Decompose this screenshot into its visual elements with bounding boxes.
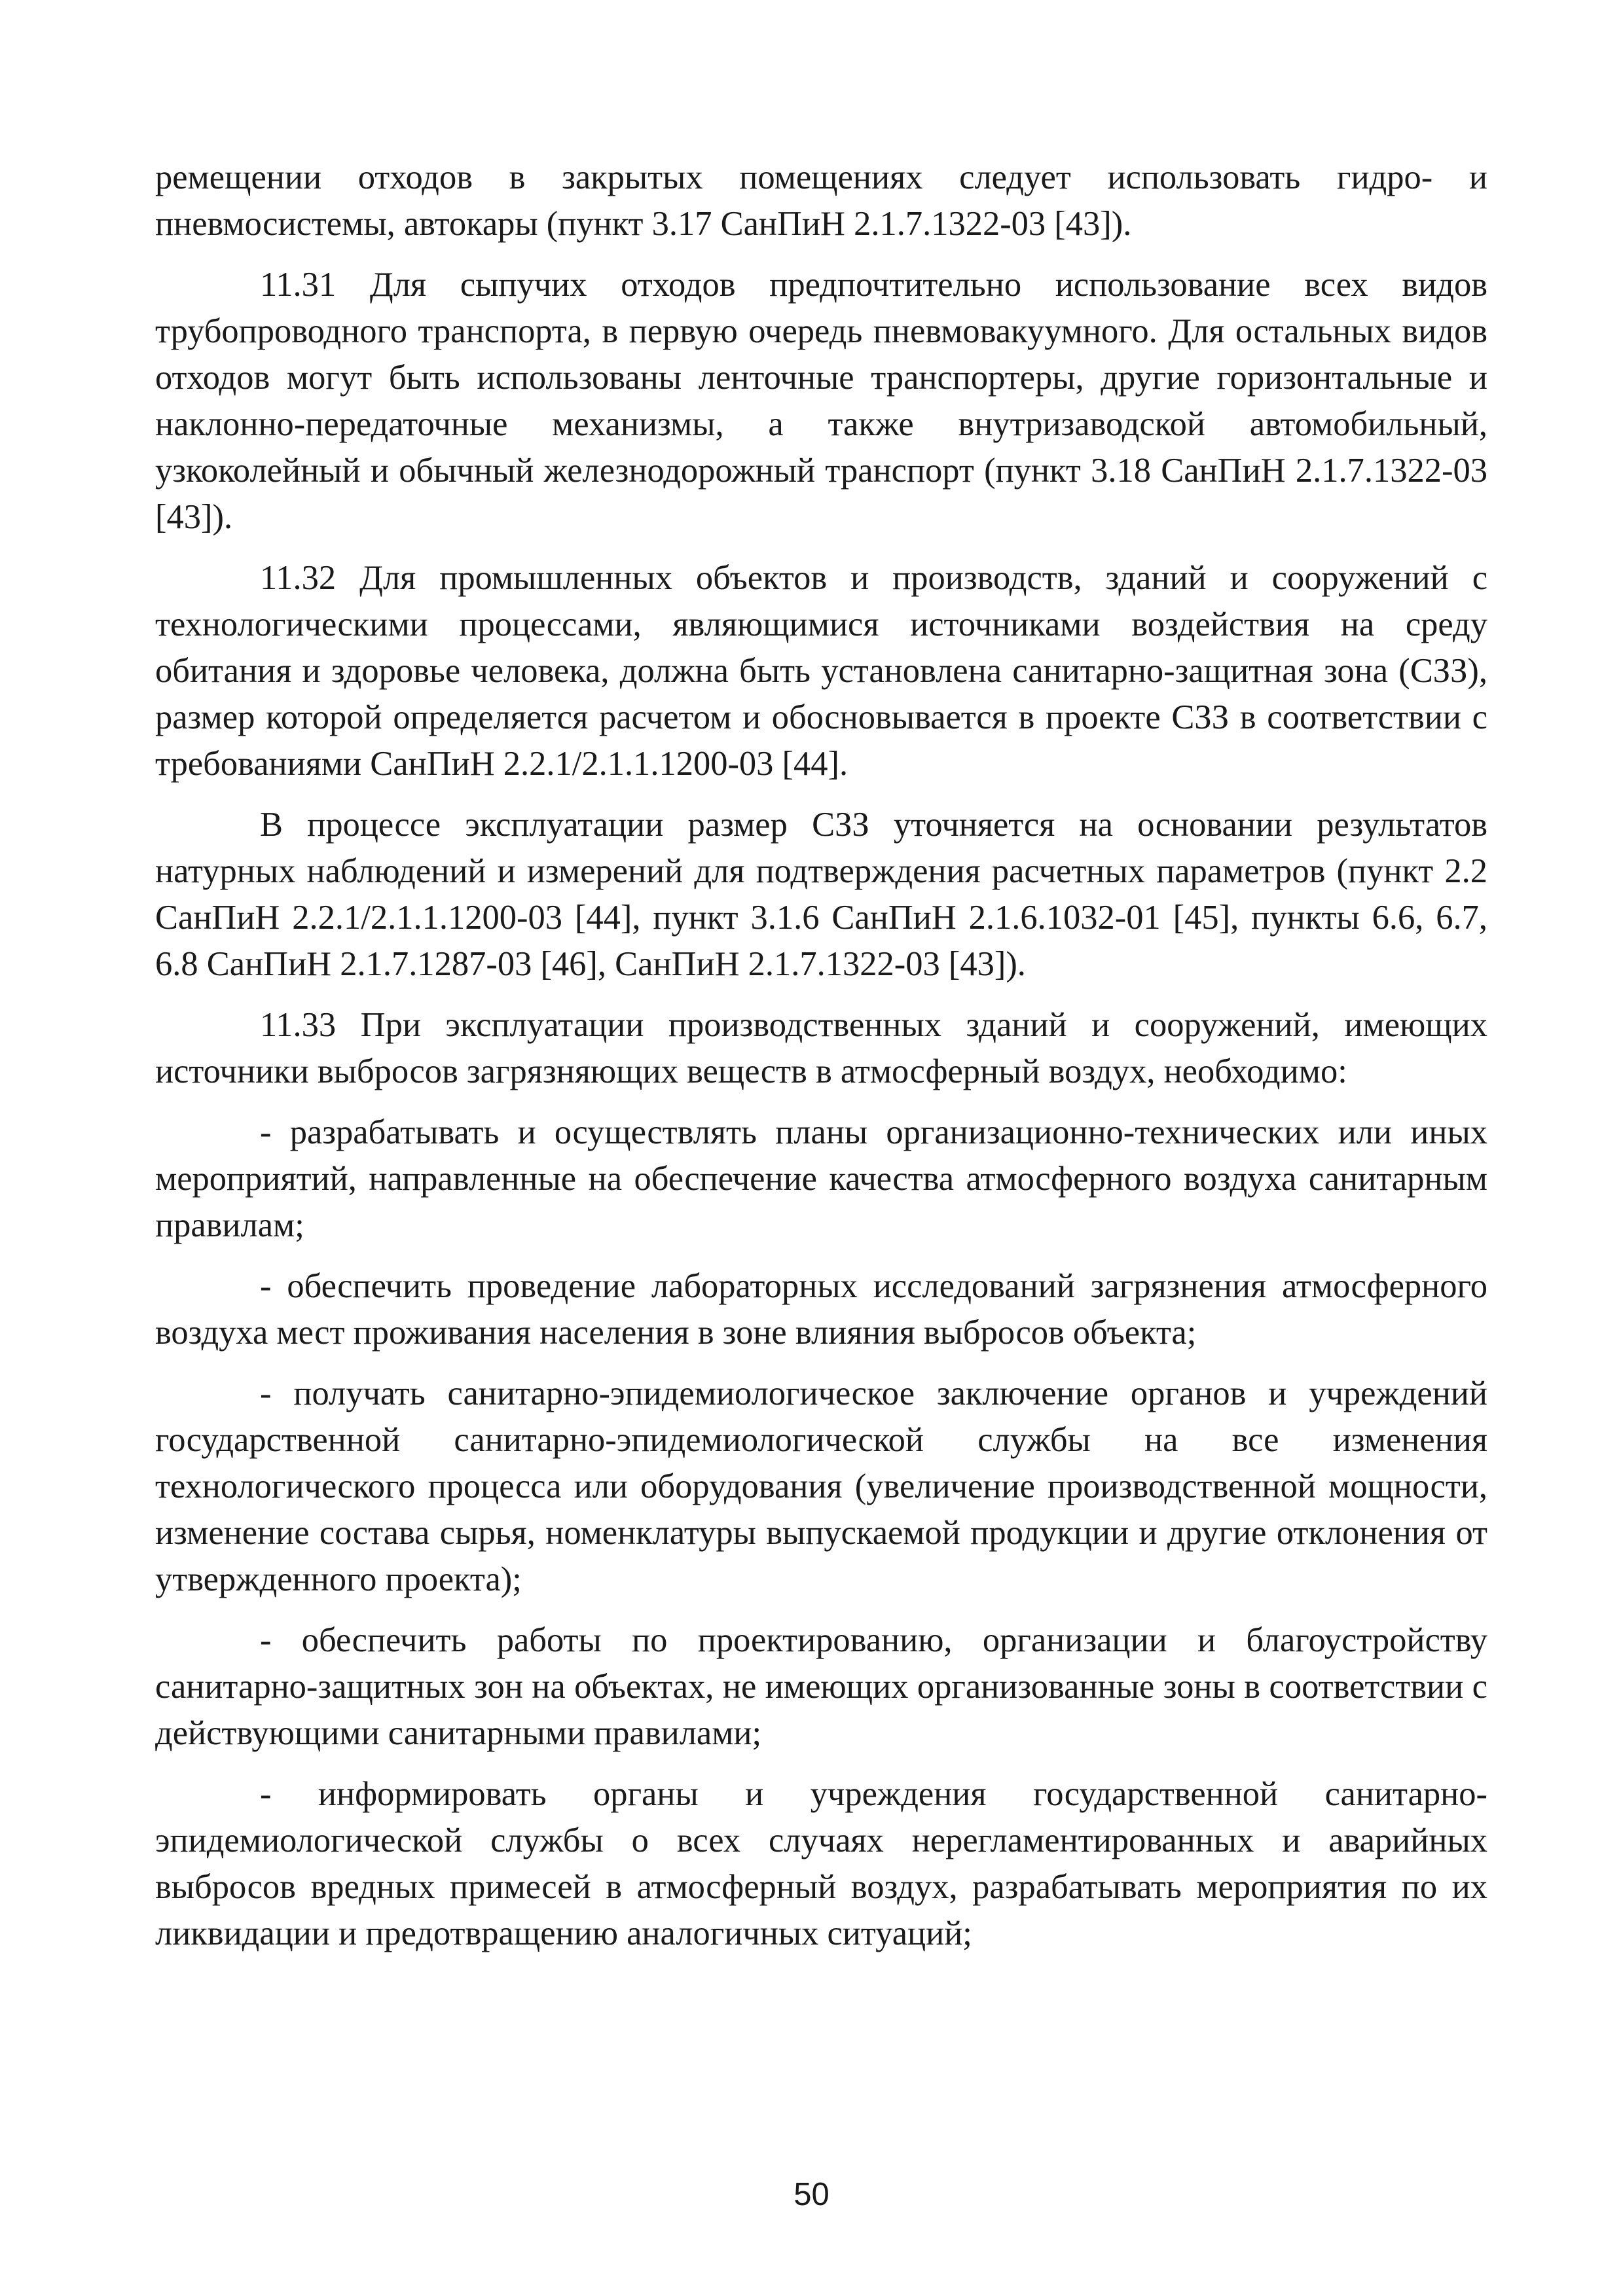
list-item-zone-design: - обеспечить работы по проектированию, организации и благоустройству санитарно-защитных зон на объектах, не имеющих организованные зоны в соответствии с действующими санитарными правилами; — [155, 1621, 1487, 1752]
page-number: 50 — [793, 2177, 830, 2212]
paragraph-11-31: 11.31 Для сыпучих отходов предпочтительно использование всех видов трубопроводного транспорта, в первую очередь пневмовакуумного. Для остальных видов отходов могут быть использованы ленточные транспортеры, другие горизонтальные и наклонно-передаточные механизмы, а также внутризаводской автомобильный, узкоколейный и обычный железнодорожный транспорт (пункт 3.18 СанПиН 2.1.7.1322-03 [43]). — [155, 266, 1487, 536]
paragraph-szz-refinement: В процессе эксплуатации размер СЗЗ уточняется на основании результатов натурных наблюдений и измерений для подтверждения расчетных параметров (пункт 2.2 СанПиН 2.2.1/2.1.1.1200-03 [44], пункт 3.1.6 СанПиН 2.1.6.1032-01 [45], пункты 6.6, 6.7, 6.8 СанПиН 2.1.7.1287-03 [46], СанПиН 2.1.7.1322-03 [43]). — [155, 806, 1487, 983]
list-item-inform: - информировать органы и учреждения государственной санитарно-эпидемиологической службы о всех случаях нерегламентированных и аварийных выбросов вредных примесей в атмосферный воздух, разрабатывать мероприятия по их ликвидации и предотвращению аналогичных ситуаций; — [155, 1775, 1487, 1952]
paragraph-11-32: 11.32 Для промышленных объектов и производств, зданий и сооружений с технологическими процессами, являющимися источниками воздействия на среду обитания и здоровье человека, должна быть установлена санитарно-защитная зона (СЗЗ), размер которой определяется расчетом и обосновывается в проекте СЗЗ в соответствии с требованиями СанПиН 2.2.1/2.1.1.1200-03 [44]. — [155, 559, 1487, 783]
list-item-lab-research: - обеспечить проведение лабораторных исследований загрязнения атмосферного воздуха мест проживания населения в зоне влияния выбросов объекта; — [155, 1267, 1487, 1352]
document-page — [155, 154, 1487, 1971]
list-item-conclusion: - получать санитарно-эпидемиологическое заключение органов и учреждений государственной санитарно-эпидемиологической службы на все изменения технологического процесса или оборудования (увеличение производственной мощности, изменение состава сырья, номенклатуры выпускаемой продукции и другие отклонения от утвержденного проекта); — [155, 1374, 1487, 1598]
paragraph-continuation: ремещении отходов в закрытых помещениях следует использовать гидро- и пневмосистемы, автокары (пункт 3.17 СанПиН 2.1.7.1322-03 [43]). — [155, 158, 1487, 243]
list-item-plans: - разрабатывать и осуществлять планы организационно-технических или иных мероприятий, направленные на обеспечение качества атмосферного воздуха санитарным правилам; — [155, 1113, 1487, 1244]
paragraph-11-33: 11.33 При эксплуатации производственных зданий и сооружений, имеющих источники выбросов загрязняющих веществ в атмосферный воздух, необходимо: — [155, 1006, 1487, 1090]
